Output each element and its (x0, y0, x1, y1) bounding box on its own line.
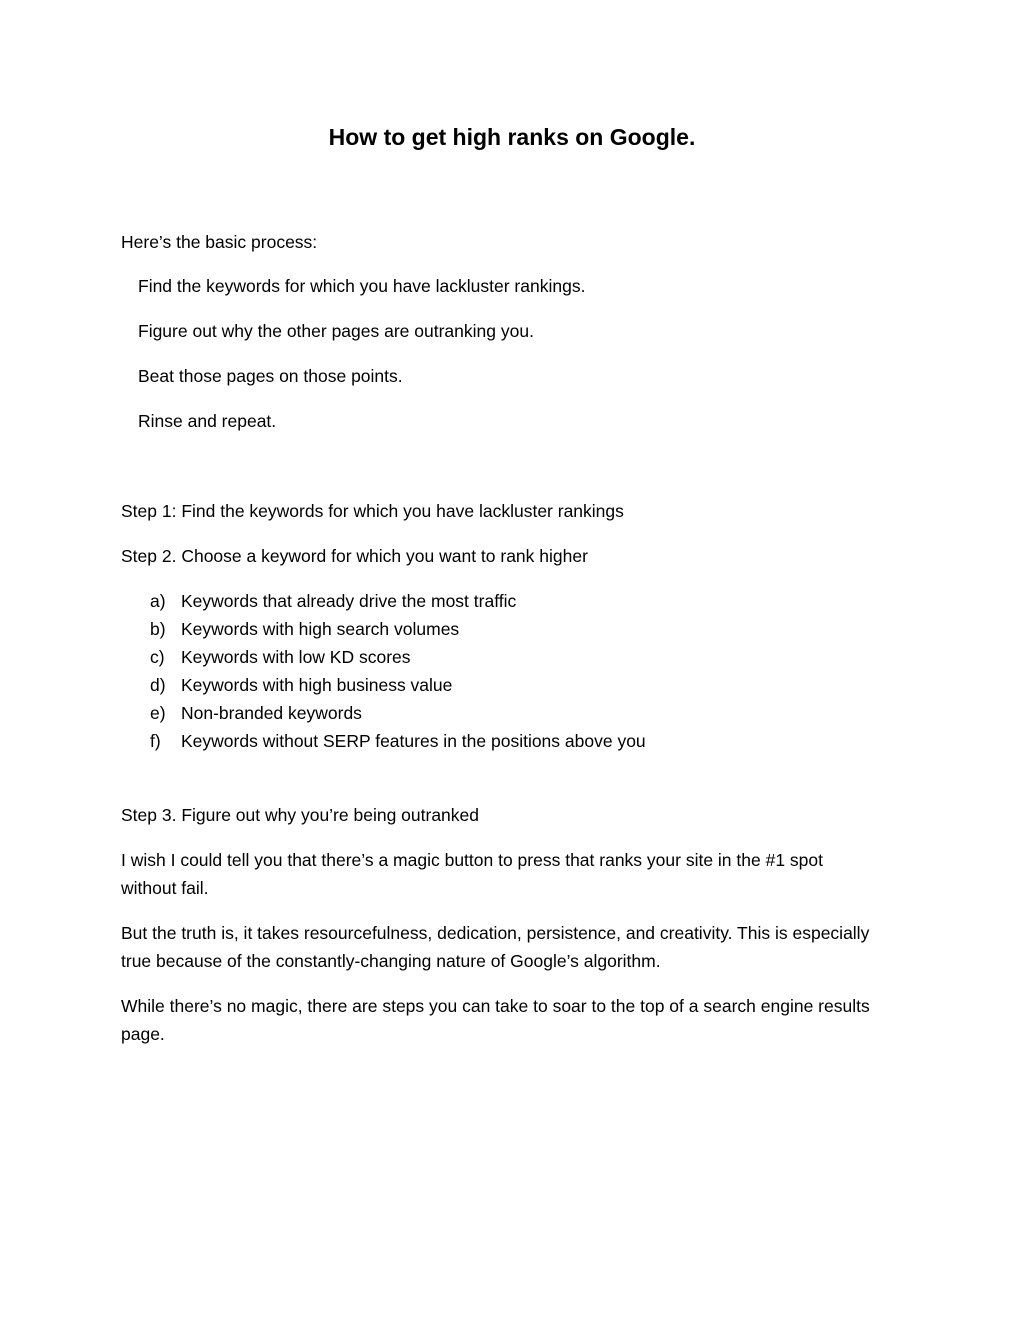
list-item: Keywords with high search volumes (181, 619, 460, 639)
list-item: Keywords with high business value (181, 675, 453, 695)
step-2-heading: Step 2. Choose a keyword for which you want to rank higher (121, 546, 588, 566)
list-item: Keywords with low KD scores (181, 647, 411, 667)
process-step: Figure out why the other pages are outranking you. (138, 321, 534, 341)
process-step: Rinse and repeat. (138, 411, 277, 431)
body-paragraph: While there’s no magic, there are steps you can take to soar to the top of a search engine results page. (121, 996, 870, 1044)
step-3-heading: Step 3. Figure out why you’re being outranked (121, 805, 479, 825)
process-step: Beat those pages on those points. (138, 366, 403, 386)
list-marker: d) (150, 675, 166, 695)
document-title: How to get high ranks on Google. (328, 124, 696, 150)
list-item: Keywords without SERP features in the positions above you (181, 731, 646, 751)
process-step: Find the keywords for which you have lackluster rankings. (138, 276, 586, 296)
step-1-heading: Step 1: Find the keywords for which you have lackluster rankings (121, 501, 624, 521)
list-marker: c) (150, 647, 165, 667)
list-item: Keywords that already drive the most traffic (181, 591, 517, 611)
body-paragraph: But the truth is, it takes resourcefulness, dedication, persistence, and creativity. This is especially true because of the constantly-changing nature of Google’s algorithm. (121, 923, 870, 971)
list-item: Non-branded keywords (181, 703, 362, 723)
body-paragraph: I wish I could tell you that there’s a magic button to press that ranks your site in the #1 spot without fail. (121, 850, 823, 898)
intro-text: Here’s the basic process: (121, 232, 318, 252)
list-marker: a) (150, 591, 166, 611)
list-marker: e) (150, 703, 166, 723)
list-marker: b) (150, 619, 166, 639)
list-marker: f) (150, 731, 161, 751)
